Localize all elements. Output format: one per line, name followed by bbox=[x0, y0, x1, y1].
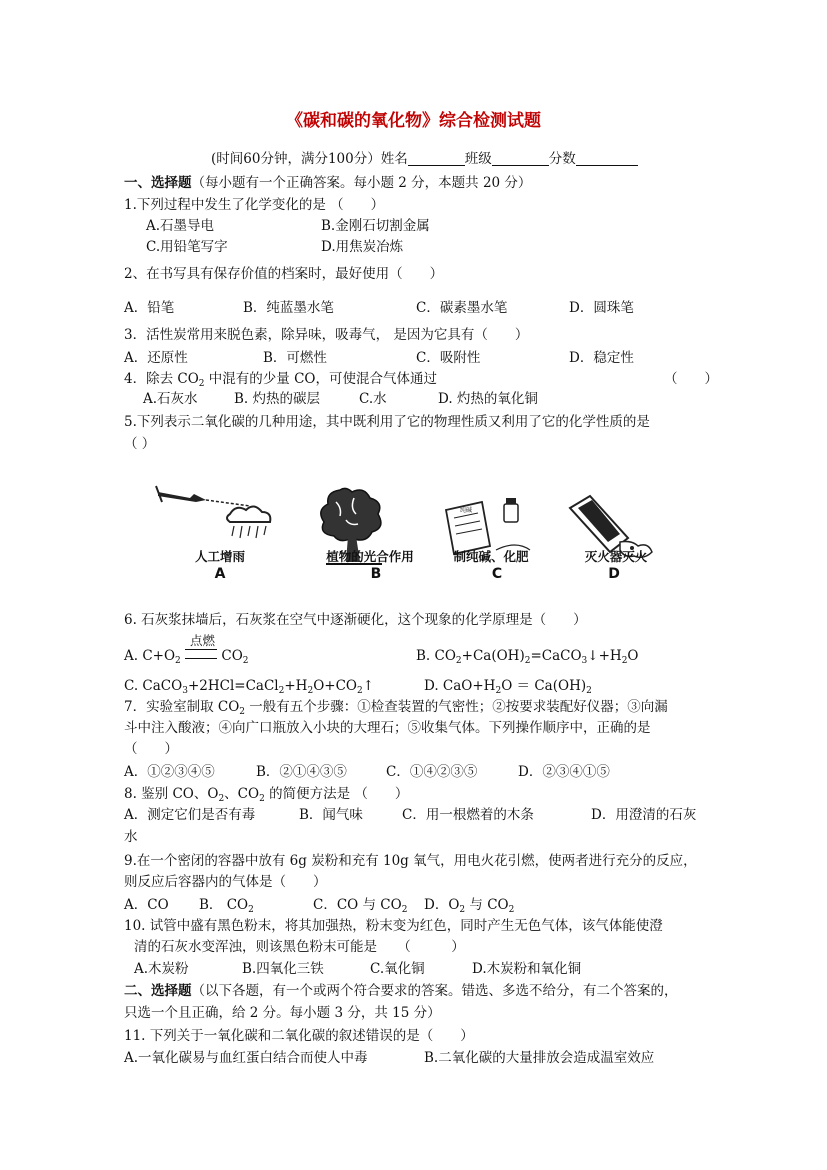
q8-option-d-continued: 水 bbox=[124, 829, 138, 845]
section-1-heading: 一、选择题（每小题有一个正确答案。每小题 2 分，本题共 20 分） bbox=[124, 175, 532, 191]
q7-stem-line-2: 斗中注入酸液；④向广口瓶放入小块的大理石；⑤收集气体。下列操作顺序中，正确的是 bbox=[124, 720, 651, 736]
q9-stem-line-1: 9.在一个密闭的容器中放有 6g 炭粉和充有 10g 氧气，用电火花引燃，使两者进行充分的反应， bbox=[124, 853, 697, 869]
exam-info-line: (时间60分钟，满分100分）姓名 班级 分数 bbox=[211, 150, 638, 168]
q1-option-b: B.金刚石切割金属 bbox=[321, 218, 430, 234]
section-2-note-line-2: 只选一个且正确，给 2 分。每小题 3 分，共 15 分） bbox=[124, 1005, 441, 1021]
q10-option-d: D.木炭粉和氧化铜 bbox=[472, 961, 582, 977]
q4-option-d: D. 灼热的氧化铜 bbox=[438, 391, 538, 407]
q11-option-b: B.二氧化碳的大量排放会造成温室效应 bbox=[424, 1050, 655, 1066]
q4-option-c: C.水 bbox=[359, 391, 387, 407]
q6-stem: 6. 石灰浆抹墙后，石灰浆在空气中逐渐硬化，这个现象的化学原理是（ ） bbox=[124, 612, 587, 628]
figure-letter-a: A bbox=[214, 566, 226, 582]
q5-answer-paren: （ ） bbox=[124, 436, 156, 452]
q9-option-b: B． $CO_2$ bbox=[199, 897, 254, 915]
q8-option-c: C．用一根燃着的木条 bbox=[402, 807, 534, 823]
figure-caption-c: 制纯碱、化肥 bbox=[453, 549, 529, 564]
name-blank[interactable] bbox=[408, 151, 465, 166]
q4-stem: 4．除去 $CO_2$ 中混有的少量 CO，可使混合气体通过 bbox=[124, 371, 437, 389]
q1-stem: 1.下列过程中发生了化学变化的是 （ ） bbox=[124, 197, 385, 213]
cloud-seeding-icon bbox=[156, 486, 270, 538]
q10-option-b: B.四氧化三铁 bbox=[242, 961, 324, 977]
q3-stem: 3．活性炭常用来脱色素，除异味，吸毒气， 是因为它具有（ ） bbox=[124, 327, 529, 343]
q3-option-b: B．可燃性 bbox=[263, 350, 327, 366]
q7-answer-paren: （ ） bbox=[124, 741, 178, 757]
class-blank[interactable] bbox=[492, 151, 549, 166]
q1-option-d: D.用焦炭冶炼 bbox=[321, 239, 404, 255]
q2-option-c: C．碳素墨水笔 bbox=[416, 300, 508, 316]
co2-uses-figure bbox=[150, 480, 670, 592]
q10-option-c: C.氧化铜 bbox=[370, 961, 425, 977]
q4-option-a: A.石灰水 bbox=[143, 391, 198, 407]
figure-caption-d: 灭火器灭火 bbox=[584, 549, 648, 564]
q6-option-d: D. $CaO+H_2O = Ca(OH)_2$ bbox=[424, 678, 592, 696]
q2-option-b: B．纯蓝墨水笔 bbox=[243, 300, 334, 316]
q7-stem-line-1: 7．实验室制取 $CO_2$ 一般有五个步骤：①检查装置的气密性；②按要求装配好仪器；③向漏 bbox=[124, 699, 668, 717]
q2-stem: 2、在书写具有保存价值的档案时，最好使用（ ） bbox=[124, 266, 444, 282]
q6-option-c: C. $CaCO_3+2HCl=CaCl_2+H_2O+CO_2↑$ bbox=[124, 678, 375, 696]
q3-option-c: C．吸附性 bbox=[416, 350, 481, 366]
q6-reaction-condition: 点燃 bbox=[190, 633, 216, 648]
q6-option-b: B. $CO_2+Ca(OH)_2=CaCO_3↓+H_2O$ bbox=[416, 648, 639, 666]
q3-option-d: D．稳定性 bbox=[569, 350, 634, 366]
q8-stem: 8. 鉴别 CO、$O_2$、$CO_2$ 的简便方法是 （ ） bbox=[124, 786, 409, 804]
q7-option-d: D．②③④①⑤ bbox=[518, 764, 610, 780]
q1-option-a: A.石墨导电 bbox=[146, 218, 215, 234]
q9-stem-line-2: 则反应后容器内的气体是（ ） bbox=[124, 874, 327, 890]
q11-stem: 11. 下列关于一氧化碳和二氧化碳的叙述错误的是（ ） bbox=[124, 1028, 474, 1044]
page-title: 《碳和碳的氧化物》综合检测试题 bbox=[286, 111, 541, 131]
figure-letter-d: D bbox=[608, 566, 620, 582]
q5-stem: 5.下列表示二氧化碳的几种用途，其中既利用了它的物理性质又利用了它的化学性质的是 bbox=[124, 414, 650, 430]
figure-letter-b: B bbox=[370, 566, 382, 582]
q7-option-b: B．②①④③⑤ bbox=[256, 764, 347, 780]
q11-option-a: A.一氧化碳易与血红蛋白结合而使人中毒 bbox=[124, 1050, 368, 1066]
q2-option-d: D．圆珠笔 bbox=[569, 300, 634, 316]
q7-option-a: A．①②③④⑤ bbox=[124, 764, 215, 780]
q1-option-c: C.用铅笔写字 bbox=[146, 239, 228, 255]
section-2-heading: 二、选择题（以下各题，有一个或两个符合要求的答案。错选、多选不给分，有二个答案的， bbox=[124, 983, 678, 999]
fertilizer-package-icon bbox=[446, 498, 530, 554]
q10-stem-line-1: 10. 试管中盛有黑色粉末，将其加强热，粉末变为红色，同时产生无色气体，该气体能使澄 bbox=[124, 918, 663, 934]
svg-text:纯碱: 纯碱 bbox=[460, 507, 473, 514]
reaction-equals-sign bbox=[185, 649, 217, 659]
q8-option-b: B．闻气味 bbox=[299, 807, 363, 823]
figure-caption-b: 植物的光合作用 bbox=[326, 549, 414, 564]
figure-letter-c: C bbox=[491, 566, 503, 582]
q10-option-a: A.木炭粉 bbox=[134, 961, 189, 977]
q2-option-a: A．铅笔 bbox=[124, 300, 175, 316]
q9-option-d: D．$O_2$ 与 $CO_2$ bbox=[424, 897, 515, 915]
q4-option-b: B. 灼热的碳层 bbox=[234, 391, 321, 407]
q8-option-d: D．用澄清的石灰 bbox=[591, 807, 697, 823]
q7-option-c: C．①④②③⑤ bbox=[386, 764, 478, 780]
q9-option-c: C．CO 与 $CO_2$ bbox=[313, 897, 408, 915]
q6-option-a: A. $C+O_2$ $CO_2$ bbox=[124, 648, 249, 666]
q10-stem-line-2: 清的石灰水变浑浊，则该黑色粉末可能是 （ ） bbox=[134, 939, 465, 955]
q8-option-a: A．测定它们是否有毒 bbox=[124, 807, 256, 823]
q9-option-a: A．CO bbox=[124, 897, 169, 913]
q3-option-a: A．还原性 bbox=[124, 350, 188, 366]
score-blank[interactable] bbox=[576, 151, 638, 166]
q4-answer-paren: （ ） bbox=[664, 371, 718, 387]
figure-caption-a: 人工增雨 bbox=[194, 549, 245, 564]
